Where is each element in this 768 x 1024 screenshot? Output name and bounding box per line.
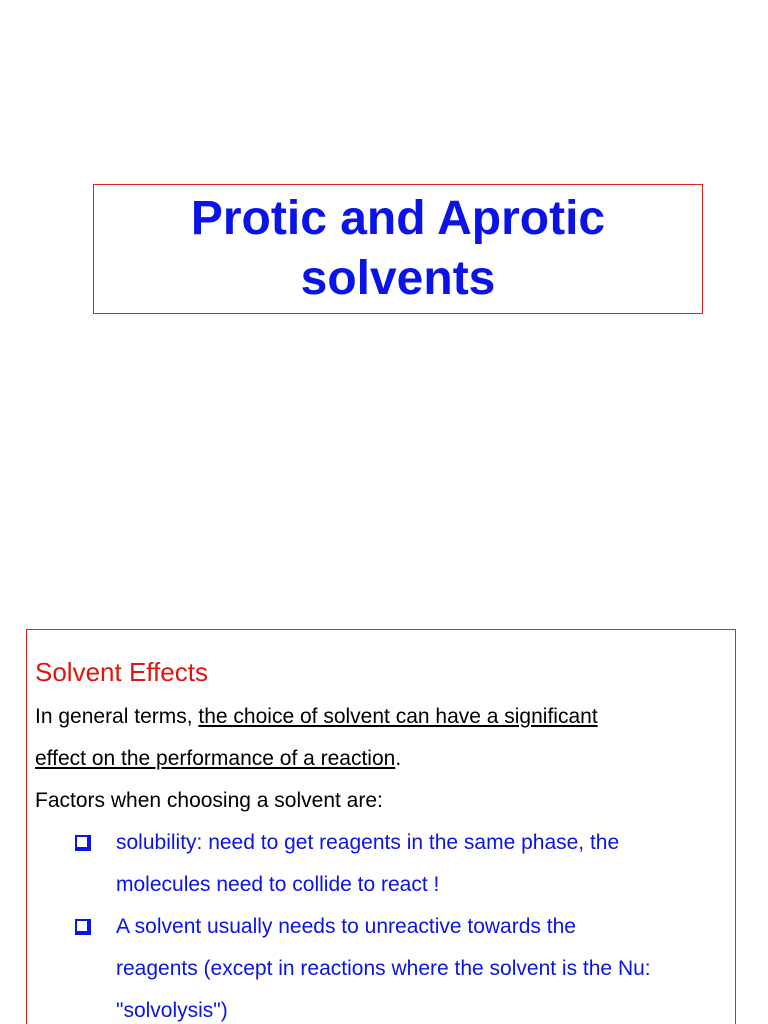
intro-underlined-2: effect on the performance of a reaction <box>35 747 396 770</box>
bullet-2-line-2: reagents (except in reactions where the solvent is the Nu: <box>116 957 651 980</box>
intro-line-2 <box>35 744 401 774</box>
title-box <box>93 184 703 314</box>
bullet-2-line-3: "solvolysis") <box>116 999 228 1022</box>
checkbox-bullet-icon <box>75 919 91 935</box>
intro-line-1 <box>35 702 598 732</box>
section-heading: Solvent Effects <box>35 657 208 687</box>
bullet-2-line-1: A solvent usually needs to unreactive towards the <box>116 915 576 938</box>
intro-suffix: . <box>395 747 402 770</box>
checkbox-bullet-icon <box>75 835 91 851</box>
intro-underlined-1: the choice of solvent can have a significant <box>198 705 598 728</box>
title-line-1: Protic and Aprotic <box>190 192 606 245</box>
content-box <box>26 629 736 1024</box>
intro-prefix: In general terms, <box>35 705 199 728</box>
title-line-2: solvents <box>300 252 496 305</box>
bullet-1-line-1: solubility: need to get reagents in the same phase, the <box>116 831 620 854</box>
factors-label: Factors when choosing a solvent are: <box>35 789 383 812</box>
bullet-1-line-2: molecules need to collide to react ! <box>116 873 440 896</box>
